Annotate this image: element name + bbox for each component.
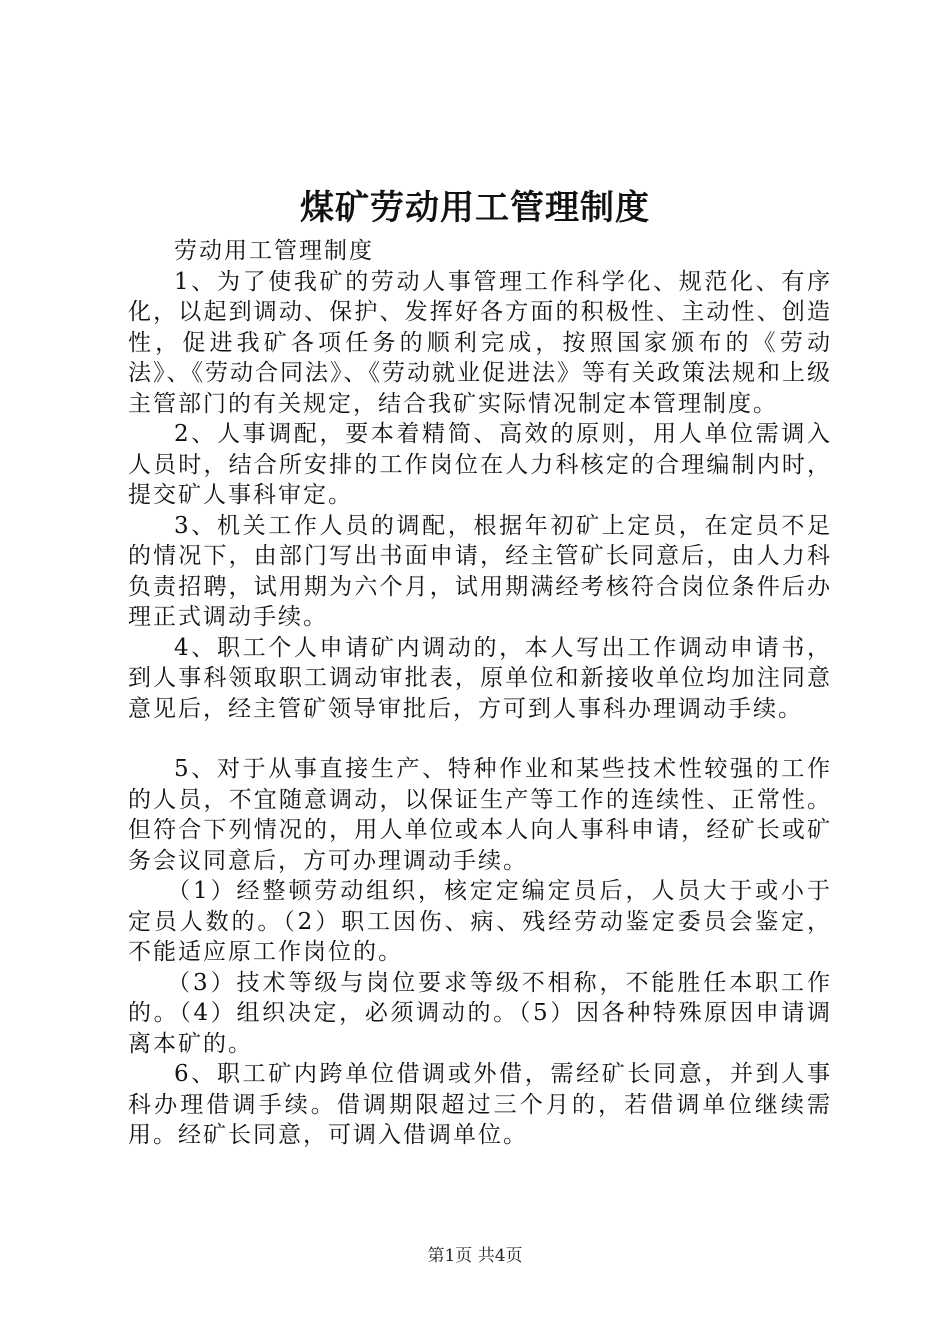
paragraph-subtitle: 劳动用工管理制度 <box>174 238 374 264</box>
paragraph-6: 6、职工矿内跨单位借调或外借，需经矿长同意，并到人事科办理借调手续。借调期限超过三个月的，若借调单位继续需用。经矿长同意，可调入借调单位。 <box>128 1061 832 1148</box>
document-body <box>128 236 832 1151</box>
paragraph-4: 4、职工个人申请矿内调动的，本人写出工作调动申请书，到人事科领取职工调动审批表，原单位和新接收单位均加注同意意见后，经主管矿领导审批后，方可到人事科办理调动手续。 <box>128 634 832 722</box>
page-number-footer: 第1页 共4页 <box>427 1246 523 1266</box>
document-title: 煤矿劳动用工管理制度 <box>300 188 650 228</box>
paragraph-1: 1、为了使我矿的劳动人事管理工作科学化、规范化、有序化，以起到调动、保护、发挥好各方面的积极性、主动性、创造性，促进我矿各项任务的顺利完成，按照国家颁布的《劳动法》、《劳动合同法》、《劳动就业促进法》等有关政策法规和上级主管部门的有关规定，结合我矿实际情况制定本管理制度。 <box>128 268 832 417</box>
paragraph-2: 2、人事调配，要本着精简、高效的原则，用人单位需调入人员时，结合所安排的工作岗位在人力科核定的合理编制内时，提交矿人事科审定。 <box>128 421 832 508</box>
paragraph-5: 5、对于从事直接生产、特种作业和某些技术性较强的工作的人员，不宜随意调动，以保证生产等工作的连续性、正常性。但符合下列情况的，用人单位或本人向人事科申请，经矿长或矿务会议同意后，方可办理调动手续。 <box>128 756 832 874</box>
paragraph-3: 3、机关工作人员的调配，根据年初矿上定员，在定员不足的情况下，由部门写出书面申请，经主管矿长同意后，由人力科负责招聘，试用期为六个月，试用期满经考核符合岗位条件后办理正式调动手续。 <box>128 512 832 630</box>
paragraph-5-items-3-5: （3）技术等级与岗位要求等级不相称，不能胜任本职工作的。（4）组织决定，必须调动的。（5）因各种特殊原因申请调离本矿的。 <box>128 969 832 1057</box>
paragraph-5-items-1-2: （1）经整顿劳动组织，核定定编定员后，人员大于或小于定员人数的。（2）职工因伤、病、残经劳动鉴定委员会鉴定，不能适应原工作岗位的。 <box>128 878 832 965</box>
